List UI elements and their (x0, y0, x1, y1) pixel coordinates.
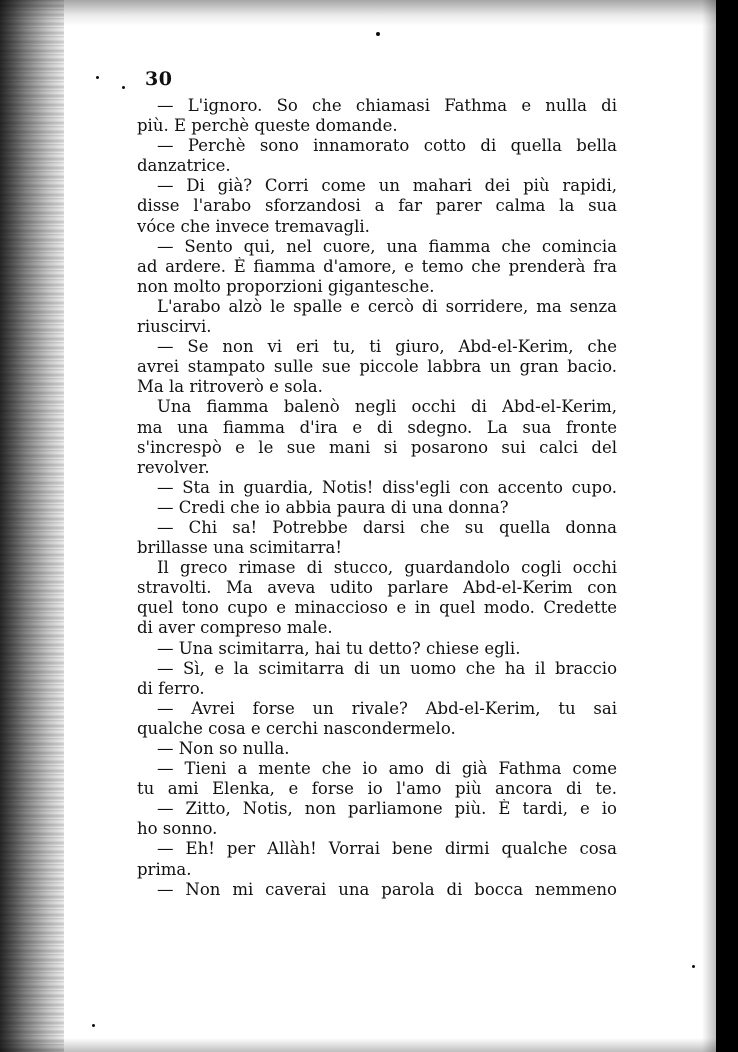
body-text (137, 96, 617, 900)
scan-edge-right (716, 0, 738, 1052)
text-line: ad ardere. È fiamma d'amore, e temo che prenderà fra (137, 256, 617, 276)
text-line: tu ami Elenka, e forse io l'amo più ancora di te. (137, 779, 617, 799)
text-line: stravolti. Ma aveva udito parlare Abd-el-Kerim con (137, 578, 617, 598)
text-line: quel tono cupo e minaccioso e in quel modo. Credette (137, 598, 617, 618)
text-line: di ferro. (137, 678, 205, 698)
text-line: ho sonno. (137, 819, 218, 839)
text-line: Il greco rimase di stucco, guardandolo cogli occhi (157, 558, 617, 578)
text-line: avrei stampato sulle sue piccole labbra un gran bacio. (137, 357, 617, 377)
text-line: — Avrei forse un rivale? Abd-el-Kerim, tu sai (157, 698, 617, 718)
text-line: — Chi sa! Potrebbe darsi che su quella donna (157, 517, 617, 537)
text-line: — Tieni a mente che io amo di già Fathma come (157, 759, 617, 779)
text-line: — Non so nulla. (157, 739, 290, 758)
scan-speck (376, 32, 380, 36)
text-line: revolver. (137, 457, 210, 477)
scan-shadow-bottom (0, 1038, 738, 1052)
text-line: danzatrice. (137, 156, 231, 176)
text-line: — Di già? Corri come un mahari dei più rapidi, (157, 176, 617, 196)
text-line: non molto proporzioni gigantesche. (137, 276, 435, 296)
text-line: vóce che invece tremavagli. (137, 216, 370, 236)
text-line: ma una fiamma d'ira e di sdegno. La sua fronte (137, 417, 617, 437)
text-line: — Sta in guardia, Notis! diss'egli con accento cupo. (157, 477, 617, 497)
text-line: più. E perchè queste domande. (137, 116, 398, 136)
text-line: — Sì, e la scimitarra di un uomo che ha il braccio (157, 658, 617, 678)
scan-shadow-top (0, 0, 738, 26)
text-line: riuscirvi. (137, 317, 212, 337)
text-line: — Perchè sono innamorato cotto di quella bella (157, 136, 617, 156)
binding-shadow-left (0, 0, 64, 1052)
text-line: qualche cosa e cerchi nascondermelo. (137, 718, 456, 738)
page-number: 30 (145, 68, 173, 90)
text-line: s'increspò e le sue mani si posarono sui calci del (137, 437, 617, 457)
scan-speck (692, 965, 695, 968)
text-line: — Eh! per Allàh! Vorrai bene dirmi qualche cosa (157, 839, 617, 859)
text-line: L'arabo alzò le spalle e cercò di sorridere, ma senza (157, 296, 617, 316)
scan-shadow-right-soft (702, 0, 716, 1052)
scan-speck (96, 76, 99, 79)
text-line: brillasse una scimitarra! (137, 538, 343, 558)
text-line: prima. (137, 859, 192, 879)
text-line: Una fiamma balenò negli occhi di Abd-el-Kerim, (157, 397, 617, 417)
text-line: — Non mi caverai una parola di bocca nemmeno (157, 879, 617, 899)
text-line: Ma la ritroverò e sola. (137, 377, 323, 397)
scan-speck (92, 1024, 95, 1027)
text-line: — Una scimitarra, hai tu detto? chiese egli. (157, 638, 521, 658)
text-line: — Se non vi eri tu, ti giuro, Abd-el-Kerim, che (157, 337, 617, 357)
scan-speck (122, 86, 125, 89)
text-line: — Sento qui, nel cuore, una fiamma che comincia (157, 236, 617, 256)
text-line: disse l'arabo sforzandosi a far parer calma la sua (137, 196, 617, 216)
text-line: — L'ignoro. So che chiamasi Fathma e nulla di (157, 96, 617, 115)
text-line: di aver compreso male. (137, 618, 333, 638)
text-line: — Credi che io abbia paura di una donna? (157, 497, 509, 517)
text-line: — Zitto, Notis, non parliamone più. È tardi, e io (157, 799, 617, 819)
